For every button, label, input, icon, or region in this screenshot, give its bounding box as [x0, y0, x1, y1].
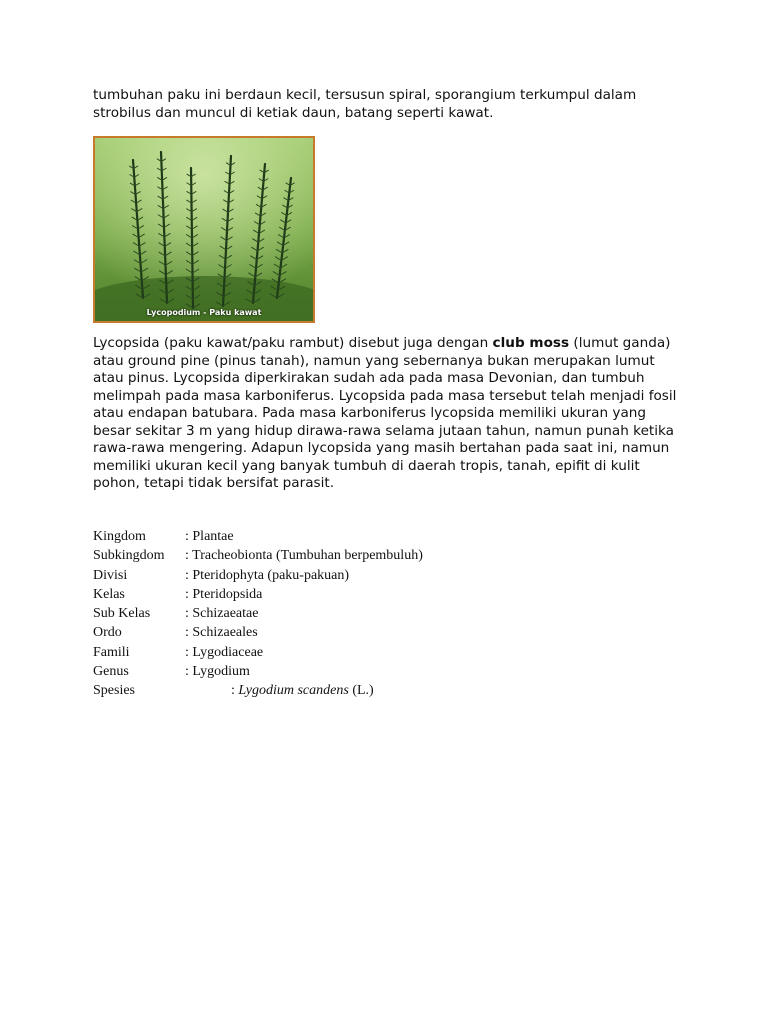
taxonomy-row-subkelas [93, 604, 593, 623]
taxonomy-row-famili [93, 643, 593, 662]
taxonomy-value: : Tracheobionta (Tumbuhan berpembuluh) [185, 548, 423, 564]
lycopodium-photo [93, 136, 315, 323]
taxonomy-row-kingdom [93, 527, 593, 546]
taxonomy-value: : Pteridophyta (paku-pakuan) [185, 567, 350, 583]
taxonomy-row-subkingdom [93, 546, 593, 565]
taxonomy-row-spesies [93, 681, 593, 700]
taxonomy-value [231, 681, 374, 700]
taxonomy-label: Sub Kelas [93, 606, 151, 622]
taxonomy-row-kelas [93, 585, 593, 604]
intro-paragraph: tumbuhan paku ini berdaun kecil, tersusun spiral, sporangium terkumpul dalam strobilus dan muncul di ketiak daun, batang seperti kawat. [93, 87, 637, 121]
taxonomy-label: Divisi [93, 567, 128, 583]
taxonomy-value: : Schizaeales [185, 625, 258, 641]
taxonomy-row-ordo [93, 623, 593, 642]
taxonomy-label: Kelas [93, 586, 125, 602]
species-colon: : [231, 683, 239, 699]
taxonomy-label: Spesies [93, 683, 135, 699]
taxonomy-label: Famili [93, 644, 130, 660]
body-text-bold: club moss [492, 335, 570, 351]
taxonomy-value: : Plantae [185, 529, 234, 544]
species-name: Lygodium scandens [238, 683, 349, 699]
taxonomy-value: : Schizaeatae [185, 606, 259, 622]
body-text-end: (lumut ganda) atau ground pine (pinus tanah), namun yang sebernanya bukan merupakan lumut atau pinus. Lycopsida diperkirakan sudah ada pada masa Devonian, dan tumbuh melimpah pada masa karboniferus. Lycopsida pada masa tersebut telah menjadi fosil atau endapan batubara. Pada masa karboniferus lycopsida memiliki ukuran yang besar sekitar 3 m yang hidup dirawa-rawa selama jutaan tahun, namun punah ketika rawa-rawa mengering. Adapun lycopsida yang masih bertahan pada saat ini, namun memiliki ukuran kecil yang banyak tumbuh di daerah tropis, tanah, epifit di kulit pohon, tetapi tidak bersifat parasit. [93, 335, 677, 491]
moss-illustration [95, 138, 313, 321]
taxonomy-label: Kingdom [93, 529, 146, 544]
taxonomy-value: : Lygodiaceae [185, 644, 264, 660]
photo-caption: Lycopodium - Paku kawat [146, 308, 262, 317]
taxonomy-label: Genus [93, 664, 129, 680]
taxonomy-value: : Pteridopsida [185, 586, 263, 602]
taxonomy-value: : Lygodium [185, 664, 250, 680]
species-author: (L.) [348, 683, 374, 699]
body-text-start: Lycopsida (paku kawat/paku rambut) disebut juga dengan [93, 335, 493, 351]
body-paragraph [93, 335, 683, 493]
taxonomy-list [93, 527, 593, 701]
taxonomy-label: Ordo [93, 625, 122, 641]
taxonomy-row-genus [93, 662, 593, 681]
taxonomy-label: Subkingdom [93, 548, 165, 564]
taxonomy-row-divisi [93, 566, 593, 585]
